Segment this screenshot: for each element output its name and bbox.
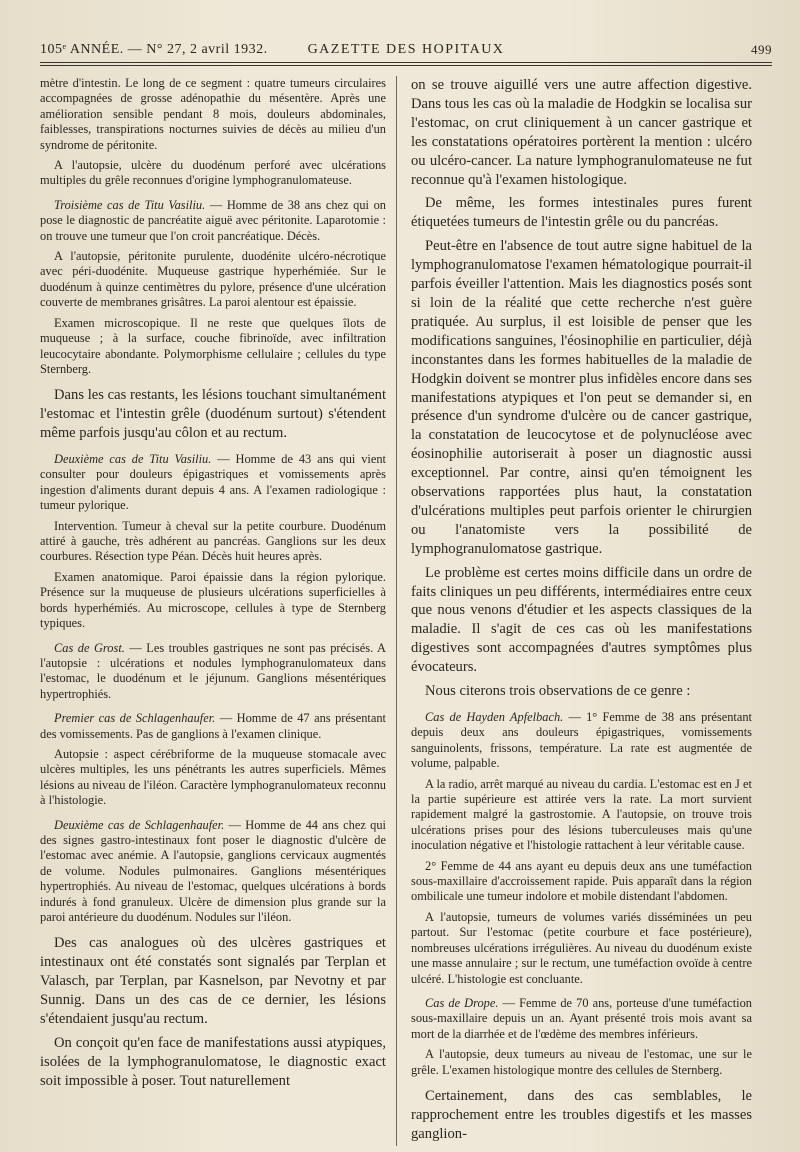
- paragraph-text: Certainement, dans des cas semblables, le rapprochement entre les troubles digestifs et les masses ganglion-: [411, 1087, 752, 1142]
- paragraph-text: Nous citerons trois observations de ce genre :: [425, 683, 691, 700]
- case-paragraph: [40, 641, 386, 703]
- paragraph: [40, 316, 386, 378]
- case-paragraph: [411, 996, 752, 1042]
- paragraph-text: mètre d'intestin. Le long de ce segment : quatre tumeurs circulaires accompagnées de grosse adénopathie du mésentère. Après une amélioration sensible pendant 8 mois, douleurs abdominales, faiblesses, transpirations nocturnes suivies de décès au milieu d'un syndrome de péritonite.: [40, 76, 386, 152]
- paragraph-text: — Homme de 43 ans qui vient consulter pour douleurs épigastriques et vomissements après ingestion d'aliments durant depuis 4 ans. A l'examen radiologique : tumeur pylorique.: [40, 452, 386, 513]
- case-title: Troisième cas de Titu Vasiliu.: [54, 197, 206, 212]
- case-paragraph: [40, 818, 386, 926]
- paragraph-text: Peut-être en l'absence de tout autre signe habituel de la lymphogranulomatose l'examen hématologique pourrait-il parfois éveiller l'attention. Mais les diagnostics posés sont si loin de la réalité que cette recherche n'est guère pratiquée. Au surplus, il est loisible de penser que les modifications sanguines, l'éosinophilie en particulier, déjà inconstantes dans les formes habituelles de la maladie de Hodgkin doivent se montrer plus infidèles encore dans ses manifestations atypiques et l'on peut se demander si, en présence d'un syndrome d'ulcère ou de cancer gastrique, la constatation de leucocytose et de polynucléose avec éosinophilie autoriserait à poser un diagnostic aussi exceptionnel. Par contre, ainsi qu'en témoignent les observations rapportées plus haut, la constatation d'ulcérations multiples peut parfois orienter le chirurgien ou l'anatomiste vers la possibilité de lymphogranulomatose gastrique.: [411, 238, 752, 557]
- case-paragraph: [411, 710, 752, 772]
- paragraph: [40, 249, 386, 311]
- paragraph-text: A l'autopsie, péritonite purulente, duodénite ulcéro-nécrotique avec péri-duodénite. Muqueuse gastrique hyperhémiée. Sur le duodénum à quinze centimètres du pylore, présence d'une ulcération couverte de membranes grisâtres. La paroi alentour est épaissie.: [40, 249, 386, 310]
- paragraph: [40, 934, 386, 1029]
- case-paragraph: [40, 711, 386, 742]
- running-header: [40, 34, 772, 63]
- paragraph-gap: [40, 443, 386, 452]
- case-title: Deuxième cas de Titu Vasiliu.: [54, 452, 212, 467]
- paragraph: [411, 1047, 752, 1078]
- paragraph-text: 2° Femme de 44 ans ayant eu depuis deux ans une tuméfaction sous-maxillaire d'accroissement rapide. Puis apparaît dans la région ombilicale une tumeur indolore et mobile distendant l'abdomen.: [411, 858, 752, 904]
- paragraph-text: A l'autopsie, tumeurs de volumes variés disséminées un peu partout. Sur l'estomac (petite courbure et face postérieure), nombreuses ulcérations irrégulières. Au niveau du duodénum existe une masse annulaire ; sur le rectum, une tuméfaction ovoïde à centre ulcéré. L'histologie est concluante.: [411, 909, 752, 986]
- paragraph: [411, 1087, 752, 1144]
- paragraph: [40, 570, 386, 632]
- paragraph: [40, 158, 386, 189]
- paragraph-text: Autopsie : aspect cérébriforme de la muqueuse stomacale avec ulcères multiples, les uns pénétrants les autres superficiels. Mêmes lésions au niveau de l'iléon. Caractère lymphogranulomateux reconnu à l'histologie.: [40, 746, 386, 808]
- left-column: [40, 76, 396, 1146]
- case-title: Premier cas de Schlagenhaufer.: [54, 711, 216, 726]
- paragraph-text: Dans les cas restants, les lésions touchant simultanément l'estomac et l'intestin grêle (duodénum surtout) s'étendent même parfois jusqu'au côlon et au rectum.: [40, 387, 386, 442]
- paragraph-gap: [40, 925, 386, 934]
- paragraph-text: Intervention. Tumeur à cheval sur la petite courbure. Duodénum attiré à gauche, très adhérent au pancréas. Ganglions sur les deux courbures. Résection type Péan. Décès huit heures après.: [40, 518, 386, 564]
- paragraph-text: Examen microscopique. Il ne reste que quelques îlots de muqueuse ; à la surface, couche fibrinoïde, avec infiltration leucocytaire abondante. Polymorphisme cellulaire ; cellules du type Sternberg.: [40, 315, 386, 376]
- case-title: Cas de Drope.: [425, 995, 499, 1010]
- paragraph-text: De même, les formes intestinales pures furent étiquetées tumeurs de l'intestin grêle ou du pancréas.: [411, 195, 752, 231]
- paragraph-gap: [411, 987, 752, 996]
- paragraph-text: On conçoit qu'en face de manifestations aussi atypiques, isolées de la lymphogranulomatose, le diagnostic exact soit impossible à poser. Tout naturellement: [40, 1034, 386, 1089]
- paragraph-text: Le problème est certes moins difficile dans un ordre de faits cliniques un peu différents, intermédiaires entre ceux que nous venons d'étudier et les aspects classiques de la maladie. Il s'agit de ces cas où les manifestations digestives sont accompagnées d'autres symptômes plus évocateurs.: [411, 564, 752, 676]
- text-columns: [40, 76, 772, 1146]
- paragraph-text: — 1° Femme de 38 ans présentant depuis deux ans douleurs épigastriques, vomissements sanguinolents, frissons, température. La rate est augmentée de volume, palpable.: [411, 710, 752, 771]
- paragraph-text: — Femme de 70 ans, porteuse d'une tuméfaction sous-maxillaire depuis un an. Ayant présenté trois mois avant sa mort de la diarrhée et de l'œdème des membres inférieurs.: [411, 995, 752, 1041]
- paragraph: [411, 859, 752, 905]
- paragraph-text: on se trouve aiguillé vers une autre affection digestive. Dans tous les cas où la maladie de Hodgkin se localisa sur l'estomac, on crut cliniquement à un cancer gastrique et les constatations opératoires portèrent la mention : ulcéro ou ulcéro-cancer. La nature lymphogranulomateuse ne fut reconnue qu'à l'examen histologique.: [411, 77, 752, 188]
- header-rule: [40, 65, 772, 66]
- paragraph: [411, 237, 752, 558]
- paragraph: [411, 76, 752, 189]
- paragraph-text: — Homme de 47 ans présentant des vomissements. Pas de ganglions à l'examen clinique.: [40, 711, 387, 741]
- issue-info: 105ᵉ ANNÉE. — N° 27, 2 avril 1932.: [40, 42, 268, 57]
- journal-title: GAZETTE DES HOPITAUX: [307, 42, 505, 57]
- paragraph: [411, 682, 752, 701]
- paragraph-text: Des cas analogues où des ulcères gastriques et intestinaux ont été constatés sont signalés par Terplan et Valasch, par Terplan, par Kasnelson, par Nevotny et par Sunnig. Dans un des cas de ce dernier, les lésions s'étendaient jusqu'au rectum.: [40, 935, 386, 1028]
- paragraph: [411, 564, 752, 677]
- paragraph-text: — Les troubles gastriques ne sont pas précisés. A l'autopsie : ulcérations et nodules lymphogranulomateux dans l'estomac, le duodénum et le jéjunum. Ganglions mésentériques hypertrophiés.: [40, 640, 386, 701]
- paragraph-text: A la radio, arrêt marqué au niveau du cardia. L'estomac est en J et la partie supérieure est attirée vers la rate. La mort survient rapidement malgré la gastrostomie. A l'autopsie, on trouve trois ulcérations prises pour des lésions tuberculeuses mais qu'une inoculation négative et l'histologie rattachent à leur véritable cause.: [411, 776, 752, 853]
- case-title: Deuxième cas de Schlagenhaufer.: [54, 817, 225, 832]
- paragraph-gap: [40, 809, 386, 818]
- paragraph-gap: [40, 632, 386, 641]
- paragraph: [40, 747, 386, 809]
- paragraph: [411, 194, 752, 232]
- paragraph-gap: [40, 702, 386, 711]
- case-title: Cas de Hayden Apfelbach.: [425, 710, 564, 724]
- paragraph: [40, 1034, 386, 1091]
- paragraph: [411, 777, 752, 854]
- paragraph: [40, 519, 386, 565]
- paragraph-gap: [411, 701, 752, 710]
- paragraph-text: A l'autopsie, ulcère du duodénum perforé avec ulcérations multiples du grêle reconnues d'origine lymphogranulomateuse.: [40, 158, 386, 188]
- paragraph-gap: [40, 377, 386, 386]
- paragraph: [40, 76, 386, 153]
- paragraph-text: — Homme de 38 ans chez qui on pose le diagnostic de pancréatite aiguë avec péritonite. Laparotomie : on trouve une tumeur que l'on croit pancréatique. Décès.: [40, 197, 386, 243]
- paragraph: [40, 386, 386, 443]
- case-paragraph: [40, 198, 386, 244]
- paragraph-gap: [40, 189, 386, 198]
- case-paragraph: [40, 452, 386, 514]
- paragraph-gap: [411, 1078, 752, 1087]
- paragraph-text: Examen anatomique. Paroi épaissie dans la région pylorique. Présence sur la muqueuse de plusieurs ulcérations superficielles à bords hyperhémiés. Au microscope, cellules à type de Sternberg typiques.: [40, 569, 386, 631]
- case-title: Cas de Grost.: [54, 640, 125, 655]
- paragraph-text: — Homme de 44 ans chez qui des signes gastro-intestinaux font poser le diagnostic d'ulcère de l'estomac avec anémie. A l'autopsie, ganglions cervicaux augmentés de volume. Nodules pulmonaires. Ganglions mésentériques hypertrophiés. Au niveau de l'estomac, quelques ulcérations à bords indurés à fond granuleux. Ulcère de dimension plus grande sur la paroi antérieure du duodénum. Nodules sur l'iléon.: [40, 817, 386, 924]
- right-column: [396, 76, 752, 1146]
- page-number: 499: [751, 42, 772, 57]
- paragraph-text: A l'autopsie, deux tumeurs au niveau de l'estomac, une sur le grêle. L'examen histologique montre des cellules de Sternberg.: [411, 1047, 752, 1077]
- paragraph: [411, 910, 752, 987]
